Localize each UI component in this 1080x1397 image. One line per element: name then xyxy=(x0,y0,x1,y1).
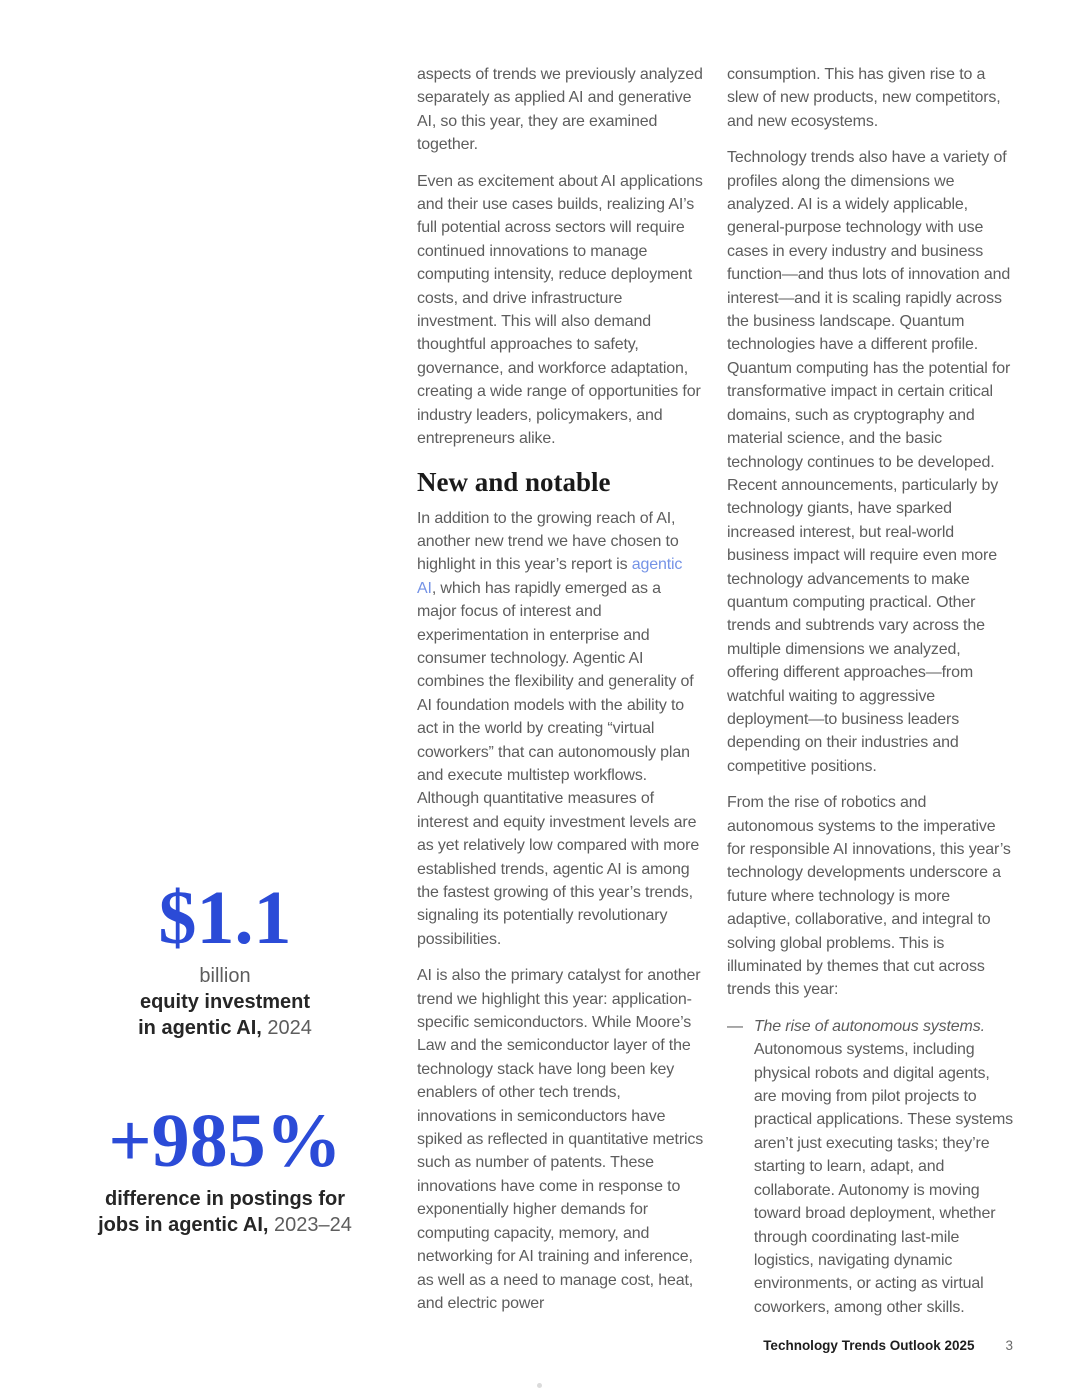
right-column xyxy=(727,63,1014,1319)
text-segment: From the rise of robotics and autonomous systems to the imperative for responsible AI innovations, this year’s technology developments underscore a future where technology is more adaptive, collaborative, and integral to solving global problems. This is illuminated by themes that cut across trends this year: xyxy=(727,794,1011,999)
stat-value-postings: +985% xyxy=(108,1099,342,1183)
text-segment: equity investment xyxy=(139,991,311,1013)
section-heading: New and notable xyxy=(417,466,611,497)
paragraph xyxy=(417,507,704,952)
page-number: 3 xyxy=(1005,1338,1013,1353)
page-footer xyxy=(763,1337,1013,1355)
text-segment: 2024 xyxy=(267,1017,312,1039)
stat-job-postings xyxy=(55,1099,395,1238)
text-segment: Even as excitement about AI applications and their use cases builds, realizing AI’s full potential across sectors will require continued innovations to manage computing intensity, reduce deployment costs, and drive infrastructure investment. This will also demand thoughtful approaches to safety, governance, and workforce adaptation, creating a wide range of opportunities for industry leaders, policymakers, and entrepreneurs alike. xyxy=(417,172,703,448)
paragraph xyxy=(417,170,704,451)
middle-column-top-paragraphs xyxy=(417,63,704,451)
scan-artifact-dot xyxy=(537,1383,542,1388)
stat-label-line xyxy=(55,1186,395,1212)
text-segment: Autonomous systems, including physical robots and digital agents, are moving from pilot projects to practical applications. These systems aren’t just executing tasks; they’re starting to learn, adapt, and collaborate. Autonomy is moving toward broad deployment, whether through coordinating last-mile logistics, navigating dynamic environments, or acting as virtual coworkers, among other skills. xyxy=(753,1041,1014,1316)
text-segment: aspects of trends we previously analyzed separately as applied AI and generative AI, so this year, they are examined together. xyxy=(417,66,703,154)
stat-label-line xyxy=(55,1212,395,1238)
text-segment: AI is also the primary catalyst for another trend we highlight this year: application-specific semiconductors. While Moore’s Law and the semiconductor layer of the technology stack have long been key enablers of other tech trends, innovations in semiconductors have spiked as reflected in quantitative metrics such as number of patents. These innovations have come in response to exponentially higher demands for computing capacity, memory, and networking for AI training and inference, as well as a need to manage cost, heat, and electric power xyxy=(417,967,704,1312)
stat-label-line xyxy=(55,989,395,1015)
text-segment: difference in postings for xyxy=(104,1188,346,1210)
paragraph xyxy=(727,146,1014,778)
agentic-ai-link[interactable]: agentic AI xyxy=(417,556,683,597)
stat-label-line xyxy=(55,963,395,989)
stats-panel xyxy=(55,876,395,1238)
stat-label-equity xyxy=(55,963,395,1041)
middle-column xyxy=(417,63,704,1315)
paragraph xyxy=(417,63,704,157)
right-column-paragraphs xyxy=(727,63,1014,1002)
bullet-dash: — xyxy=(727,1017,743,1035)
text-segment: 2023–24 xyxy=(274,1214,352,1236)
text-segment: In addition to the growing reach of AI, another new trend we have chosen to highlight in this year’s report is xyxy=(417,509,679,574)
middle-column-after-paragraphs xyxy=(417,507,704,1316)
text-segment: consumption. This has given rise to a slew of new products, new competitors, and new ecosystems. xyxy=(727,66,1001,130)
text-segment: , which has rapidly emerged as a major focus of interest and experimentation in enterprise and consumer technology. Agentic AI combines the flexibility and generality of AI foundation models with the ability to act in the world by creating “virtual coworkers” that can autonomously plan and execute multistep workflows. Although quantitative measures of interest and equity investment levels are as yet relatively low compared with more established trends, agentic AI is among the fastest growing of this year’s trends, signaling its potentially revolutionary possibilities. xyxy=(417,579,700,948)
paragraph xyxy=(727,791,1014,1002)
paragraph xyxy=(727,63,1014,133)
footer-title: Technology Trends Outlook 2025 xyxy=(763,1338,975,1353)
bullet-text xyxy=(754,1015,1014,1319)
text-segment: Technology trends also have a variety of profiles along the dimensions we analyzed. AI is a widely applicable, general-purpose technology with use cases in every industry and business function—and thus lots of innovation and interest—and it is scaling rapidly across the business landscape. Quantum technologies have a different profile. Quantum computing has the potential for transformative impact in certain critical domains, such as cryptography and material science, and the basic technology continues to be developed. Recent announcements, particularly by technology giants, have sparked increased interest, but real-world business impact will require even more technology advancements to make quantum computing practical. Other trends and subtrends vary across the multiple dimensions we analyzed, offering different approaches—from watchful waiting to aggressive deployment—to business leaders depending on their industries and competitive positions. xyxy=(727,149,1011,775)
text-segment: jobs in agentic AI, xyxy=(98,1214,275,1236)
paragraph xyxy=(417,964,704,1315)
stat-label-postings xyxy=(55,1186,395,1238)
bullet-item-autonomous-systems xyxy=(727,1015,1014,1319)
stat-value-equity: $1.1 xyxy=(158,876,292,960)
text-segment: The rise of autonomous systems. xyxy=(753,1017,985,1035)
stat-equity-investment xyxy=(55,876,395,1041)
stat-label-line xyxy=(55,1015,395,1041)
text-segment: in agentic AI, xyxy=(138,1017,268,1039)
text-segment: billion xyxy=(199,965,251,987)
